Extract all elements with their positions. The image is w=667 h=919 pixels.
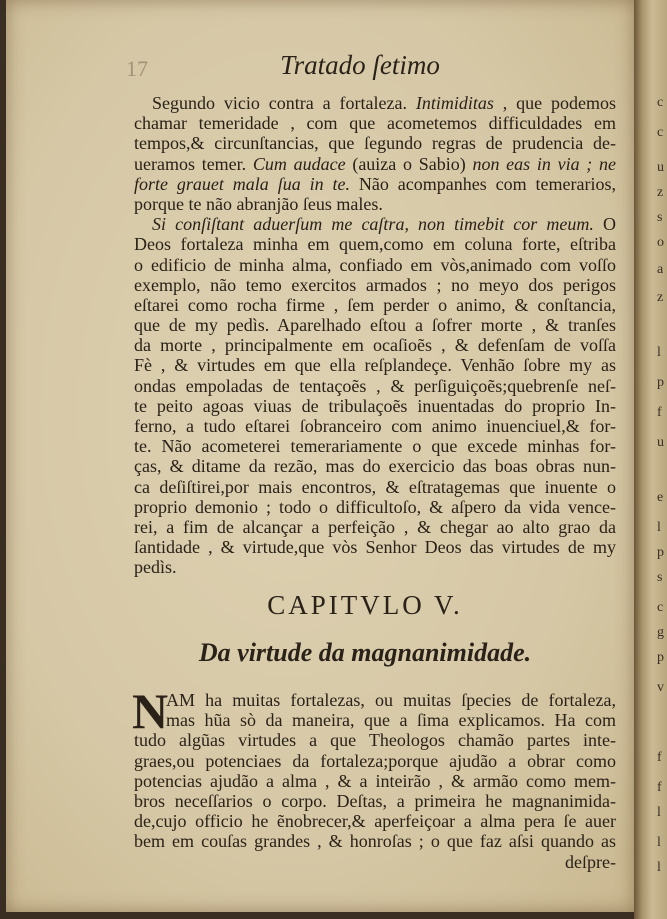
chapter-title: CAPITVLO V. xyxy=(267,590,463,620)
facing-page-letter: e xyxy=(657,490,664,505)
text-segment: Não acompanhes com temerarios, xyxy=(350,173,617,194)
facing-page-letter: c xyxy=(657,95,664,110)
text-line xyxy=(134,517,616,537)
latin-quote: Cum audace xyxy=(252,153,346,174)
text-segment: exemplo, não temo exercitos armados ; no meyo dos perigos xyxy=(134,274,616,295)
text-line xyxy=(134,376,616,396)
text-line xyxy=(134,537,616,557)
facing-page-letter: s xyxy=(657,570,663,585)
text-segment: porque te não abranjão ſeus males. xyxy=(134,193,383,214)
page-number: 17 xyxy=(126,56,148,81)
text-segment: tempos,& circunſtancias, que ſegundo regras de prudencia de- xyxy=(134,133,616,154)
text-segment: o edificio de minha alma, confiado em vòs,animado com voſſo xyxy=(134,254,616,275)
text-line xyxy=(134,730,616,750)
facing-page-letter: l xyxy=(657,520,661,535)
paragraph-block-1 xyxy=(134,93,616,578)
text-segment: proprio demonio ; todo o difficultoſo, & aſpero da vida vence- xyxy=(134,496,616,517)
text-line xyxy=(134,295,616,315)
drop-cap: N xyxy=(132,683,169,739)
text-line xyxy=(134,477,616,497)
text-line xyxy=(134,335,616,355)
text-line xyxy=(134,497,616,517)
text-segment: chamar temeridade , com que acometemos difficuldades em xyxy=(134,113,616,134)
facing-page-letter: p xyxy=(657,545,664,560)
text-line xyxy=(134,831,616,851)
facing-page-letter: s xyxy=(657,210,663,225)
text-segment: ças, & ditame da rezão, mas do exercicio das boas obras nun- xyxy=(134,456,616,477)
text-line xyxy=(134,93,616,113)
text-line xyxy=(134,791,616,811)
text-segment: bros neceſſarios o corpo. Deſtas, a primeira he magnanimida- xyxy=(134,790,616,811)
text-segment: bem em couſas grandes , & honroſas ; o que faz aſsi quando as xyxy=(134,831,616,852)
text-segment: te peito agoas viuas de tribulaçoẽs inuentadas do proprio In- xyxy=(134,395,616,416)
text-line xyxy=(134,234,616,254)
text-line xyxy=(134,133,616,153)
text-line xyxy=(134,557,616,577)
facing-page-letter: f xyxy=(657,750,662,765)
facing-page-letter: p xyxy=(657,650,664,665)
latin-quote: forte grauet mala ſua in te. xyxy=(134,173,350,194)
text-segment: ferno, a tudo eſtarei ſobranceiro com animo inuenciuel,& for- xyxy=(134,416,616,436)
facing-page-letter: u xyxy=(657,435,664,450)
latin-quote: Intimiditas xyxy=(415,93,494,113)
text-segment: ſantidade , & virtude,que vòs Senhor Deos das virtudes de my xyxy=(134,537,616,558)
facing-page-letter: l xyxy=(657,805,661,820)
facing-page-letter: c xyxy=(657,600,664,615)
facing-page-letter: l xyxy=(657,835,661,850)
book-page xyxy=(6,0,634,912)
text-segment: de,cujo officio he ẽnobrecer,& aperfeiçoar a alma pera ſe auer xyxy=(134,811,616,832)
chapter-subtitle: Da virtude da magnanimidade. xyxy=(198,638,532,667)
text-segment: potencias ajudão a alma , & a inteirão , & armão como mem- xyxy=(134,770,616,791)
text-line xyxy=(134,275,616,295)
text-line xyxy=(134,214,616,234)
facing-page-letter: z xyxy=(657,290,664,305)
latin-quote: non eas in via ; ne xyxy=(472,153,616,174)
text-segment: Fè , & virtudes em que ella reſplandeçe. Venhão ſobre my as xyxy=(134,355,616,376)
text-segment: mas hũa sò da maneira, que a ſima explicamos. Ha com xyxy=(166,710,616,731)
text-line xyxy=(134,174,616,194)
text-line xyxy=(134,416,616,436)
text-segment: ondas empoladas de tentaçoẽs , & perſiguiçoẽs;quebrenſe neſ- xyxy=(134,375,616,396)
text-line xyxy=(134,194,616,214)
text-line xyxy=(134,355,616,375)
facing-page-letter: v xyxy=(657,680,664,695)
text-segment: tudo algũas virtudes a que Theologos chamão partes inte- xyxy=(134,730,616,751)
text-line xyxy=(134,255,616,275)
text-segment: Segundo vicio contra a fortaleza. xyxy=(152,93,416,113)
running-head: Tratado ſetimo xyxy=(280,50,440,80)
facing-page-letter: f xyxy=(657,780,662,795)
text-line xyxy=(134,396,616,416)
facing-page-letter: o xyxy=(657,235,664,250)
text-line xyxy=(134,436,616,456)
text-segment: ca deſiſtirei,por mais encontros, & eſtratagemas que inuente o xyxy=(134,476,616,497)
text-segment: rei, a fim de alcançar a perfeição , & chegar ao alto grao da xyxy=(134,516,616,537)
text-segment: que de my pedìs. Aparelhado eſtou a ſofrer morte , & tranſes xyxy=(134,315,616,336)
text-segment: Deos fortaleza minha em quem,como em coluna forte, eſtriba xyxy=(134,234,616,255)
facing-page-letter: f xyxy=(657,405,662,420)
facing-page-letter: u xyxy=(657,160,664,175)
text-segment: AM ha muitas fortalezas, ou muitas ſpecies de fortaleza, xyxy=(166,690,616,710)
text-line xyxy=(134,710,616,730)
text-segment: ueramos temer. xyxy=(134,153,253,174)
text-line xyxy=(134,771,616,791)
facing-page-letter: l xyxy=(657,860,661,875)
paragraph-block-2 xyxy=(132,683,616,872)
text-line xyxy=(134,315,616,335)
text-line xyxy=(134,811,616,831)
text-segment: te. Não acometerei temerariamente o que excede minhas for- xyxy=(134,436,616,457)
text-segment: deſpre- xyxy=(565,851,616,872)
text-segment: , que podemos xyxy=(493,93,617,113)
facing-page-letter: c xyxy=(657,125,664,140)
text-line xyxy=(134,751,616,771)
facing-page-letter: g xyxy=(657,625,664,640)
latin-quote: Si conſiſtant aduerſum me caſtra, non timebit cor meum. xyxy=(152,214,594,235)
text-line xyxy=(134,113,616,133)
facing-page-letter: z xyxy=(657,185,664,200)
text-line xyxy=(134,690,616,710)
text-segment: graes,ou potenciaes da fortaleza;porque ajudão a obrar como xyxy=(134,750,616,771)
facing-page-letter: l xyxy=(657,345,661,360)
text-segment: (auiza o Sabio) xyxy=(345,153,473,174)
text-line xyxy=(134,852,616,872)
text-segment: eſtarei como rocha firme , ſem perder o animo, & conſtancia, xyxy=(134,294,616,315)
text-segment: O xyxy=(593,214,617,235)
text-line xyxy=(134,154,616,174)
facing-page-letter: p xyxy=(657,375,664,390)
facing-page-letter: a xyxy=(657,262,664,277)
text-line xyxy=(134,456,616,476)
text-segment: pedìs. xyxy=(134,557,177,578)
text-segment: da morte , principalmente em ocaſioẽs , & defenſam de voſſa xyxy=(134,335,616,356)
